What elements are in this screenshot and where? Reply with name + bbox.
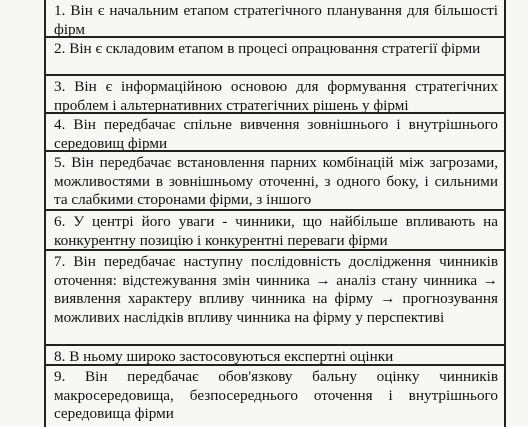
row-text: 1. Він є начальним етапом стратегічного планування для більшості фірм [54, 2, 498, 38]
row-text: 4. Він передбачає спільне вивчення зовнішнього і внутрішнього середовищ фірми [54, 116, 498, 152]
row-text: 5. Він передбачає встановлення парних комбінацій між загрозами, можливостями в зовнішньому оточенні, з одного боку, і сильними та слабкими сторонами фірми, з іншого [54, 154, 498, 208]
row-text: 9. Він передбачає обов'язкову бальну оцінку чинників макросередовища, безпосереднього оточення і внутрішнього середовища фірми [54, 368, 498, 422]
table-row [46, 76, 504, 114]
table-row [46, 366, 504, 427]
table-row [46, 0, 504, 38]
row-text: 8. В ньому широко застосовуються експертні оцінки [54, 348, 394, 365]
table-row [46, 251, 504, 346]
table-row [46, 211, 504, 251]
properties-table [44, 0, 506, 427]
table-row [46, 114, 504, 152]
table-row [46, 346, 504, 366]
row-text: 6. У центрі його уваги - чинники, що найбільше впливають на конкурентну позицію і конкурентні переваги фірми [54, 213, 498, 249]
row-text: 3. Він є інформаційною основою для формування стратегічних проблем і альтернативних стратегічних рішень у фірмі [54, 78, 498, 114]
row-text: 2. Він є складовим етапом в процесі опрацювання стратегії фірми [54, 40, 481, 57]
row-text: 7. Він передбачає наступну послідовність дослідження чинників оточення: відстежування змін чинника → аналіз стану чинника → виявлення характеру впливу чинника на фірму → прогнозування можливих наслідків впливу чинника на фірму у перспективі [54, 253, 498, 326]
table-row [46, 38, 504, 76]
table-row [46, 152, 504, 211]
